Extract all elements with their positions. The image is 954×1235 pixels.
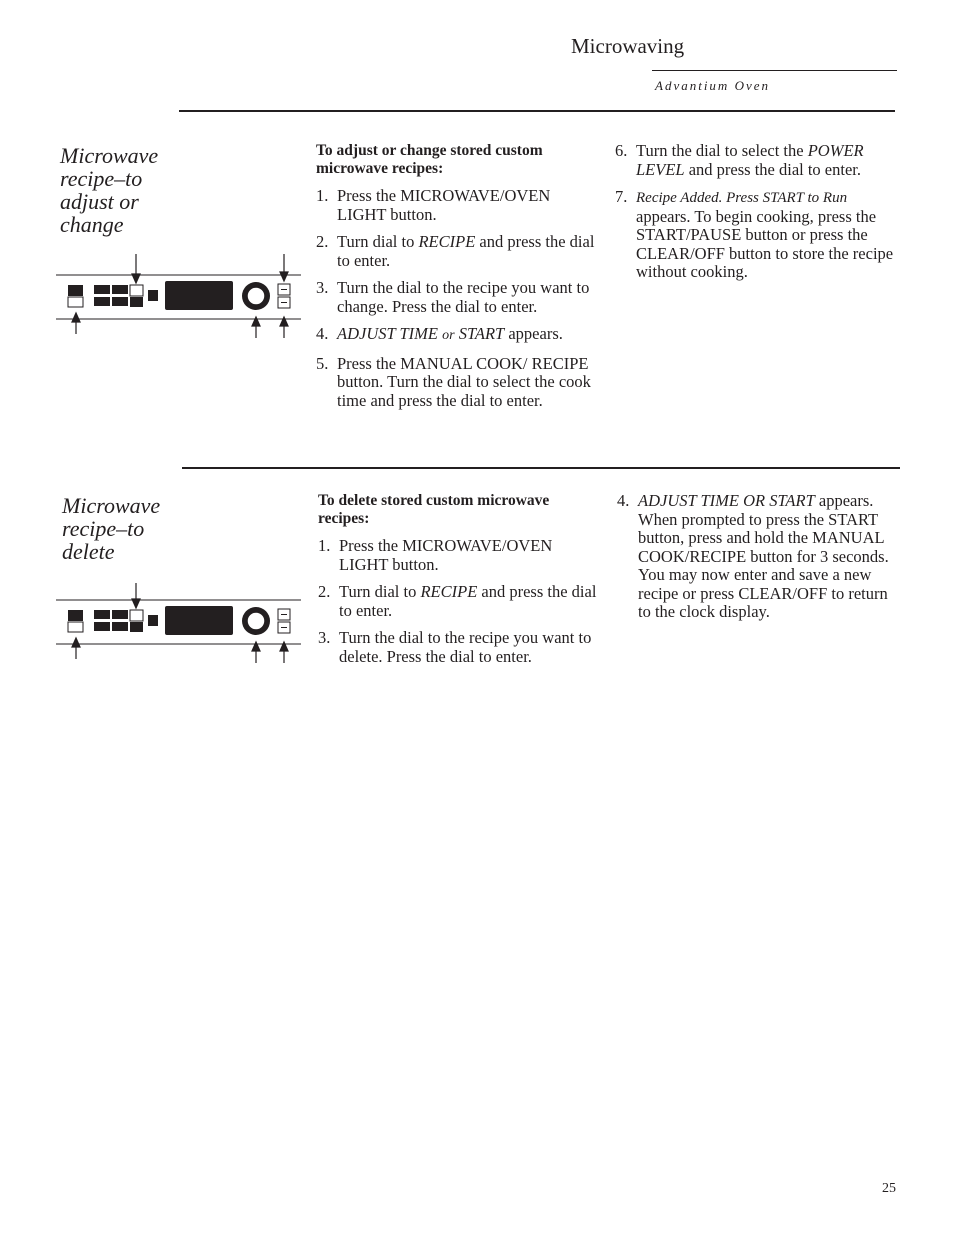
panel-button: [130, 297, 143, 307]
panel-button: [68, 285, 83, 296]
panel-button: [112, 297, 128, 306]
delete-column-right: [617, 492, 901, 631]
list-item: 4. ADJUST TIME or START appears.: [316, 324, 563, 343]
panel-button: [94, 297, 110, 306]
control-panel-diagram-delete: [56, 577, 301, 667]
panel-button: [94, 285, 110, 294]
panel-button: [148, 615, 158, 626]
section-title-delete: Microwave recipe–to delete: [62, 493, 161, 564]
adjust-column-right: [615, 142, 899, 291]
list-item: 1. Press the MICROWAVE/OVEN LIGHT button.: [318, 536, 553, 574]
list-item: 3. Turn the dial to the recipe you want to change. Press the dial to enter.: [316, 278, 590, 316]
list-item: 5. Press the MANUAL COOK/ RECIPE button. Turn the dial to select the cook time and press the dial to enter.: [316, 353, 591, 410]
panel-button: [112, 622, 128, 631]
display-screen: [165, 281, 233, 310]
list-item: 2. Turn dial to RECIPE and press the dial to enter.: [318, 582, 597, 620]
delete-column-left: [318, 492, 602, 675]
panel-button: [94, 610, 110, 619]
microwave-oven-light-button-outline: [68, 297, 83, 307]
page-number: 25: [882, 1181, 896, 1196]
section-divider-top: [179, 110, 895, 112]
section-divider-middle: [182, 467, 900, 469]
delete-lead: To delete stored custom microwave recipes:: [318, 492, 550, 527]
panel-button: [130, 622, 143, 632]
adjust-lead: To adjust or change stored custom microwave recipes:: [316, 142, 543, 177]
panel-button: [148, 290, 158, 301]
panel-button: [112, 285, 128, 294]
manual-cook-recipe-button-outline: [130, 610, 143, 621]
section-title-adjust: Microwave recipe–to adjust or change: [60, 143, 159, 237]
microwave-oven-light-button-outline: [68, 622, 83, 632]
adjust-column-left: [316, 142, 600, 419]
list-item: 7. Recipe Added. Press START to Run appears. To begin cooking, press the START/PAUSE button or press the CLEAR/OFF button to store the recipe without cooking.: [615, 187, 894, 281]
list-item: 6. Turn the dial to select the POWER LEVEL and press the dial to enter.: [615, 141, 864, 179]
control-panel-diagram-adjust: [56, 252, 301, 342]
manual-cook-recipe-button-outline: [130, 285, 143, 296]
list-item: 3. Turn the dial to the recipe you want to delete. Press the dial to enter.: [318, 628, 592, 666]
list-item: 2. Turn dial to RECIPE and press the dial to enter.: [316, 232, 595, 270]
list-item: 4. ADJUST TIME OR START appears. When prompted to press the START button, press and hold the MANUAL COOK/RECIPE button for 3 seconds. You may now enter and save a new recipe or press CLEAR/OFF to return to the clock display.: [617, 491, 889, 621]
product-name: Advantium Oven: [655, 78, 771, 93]
page-section-title: Microwaving: [571, 34, 685, 58]
panel-button: [94, 622, 110, 631]
panel-button: [68, 610, 83, 621]
list-item: 1. Press the MICROWAVE/OVEN LIGHT button.: [316, 186, 551, 224]
display-screen: [165, 606, 233, 635]
panel-button: [112, 610, 128, 619]
header-rule: [652, 70, 897, 71]
